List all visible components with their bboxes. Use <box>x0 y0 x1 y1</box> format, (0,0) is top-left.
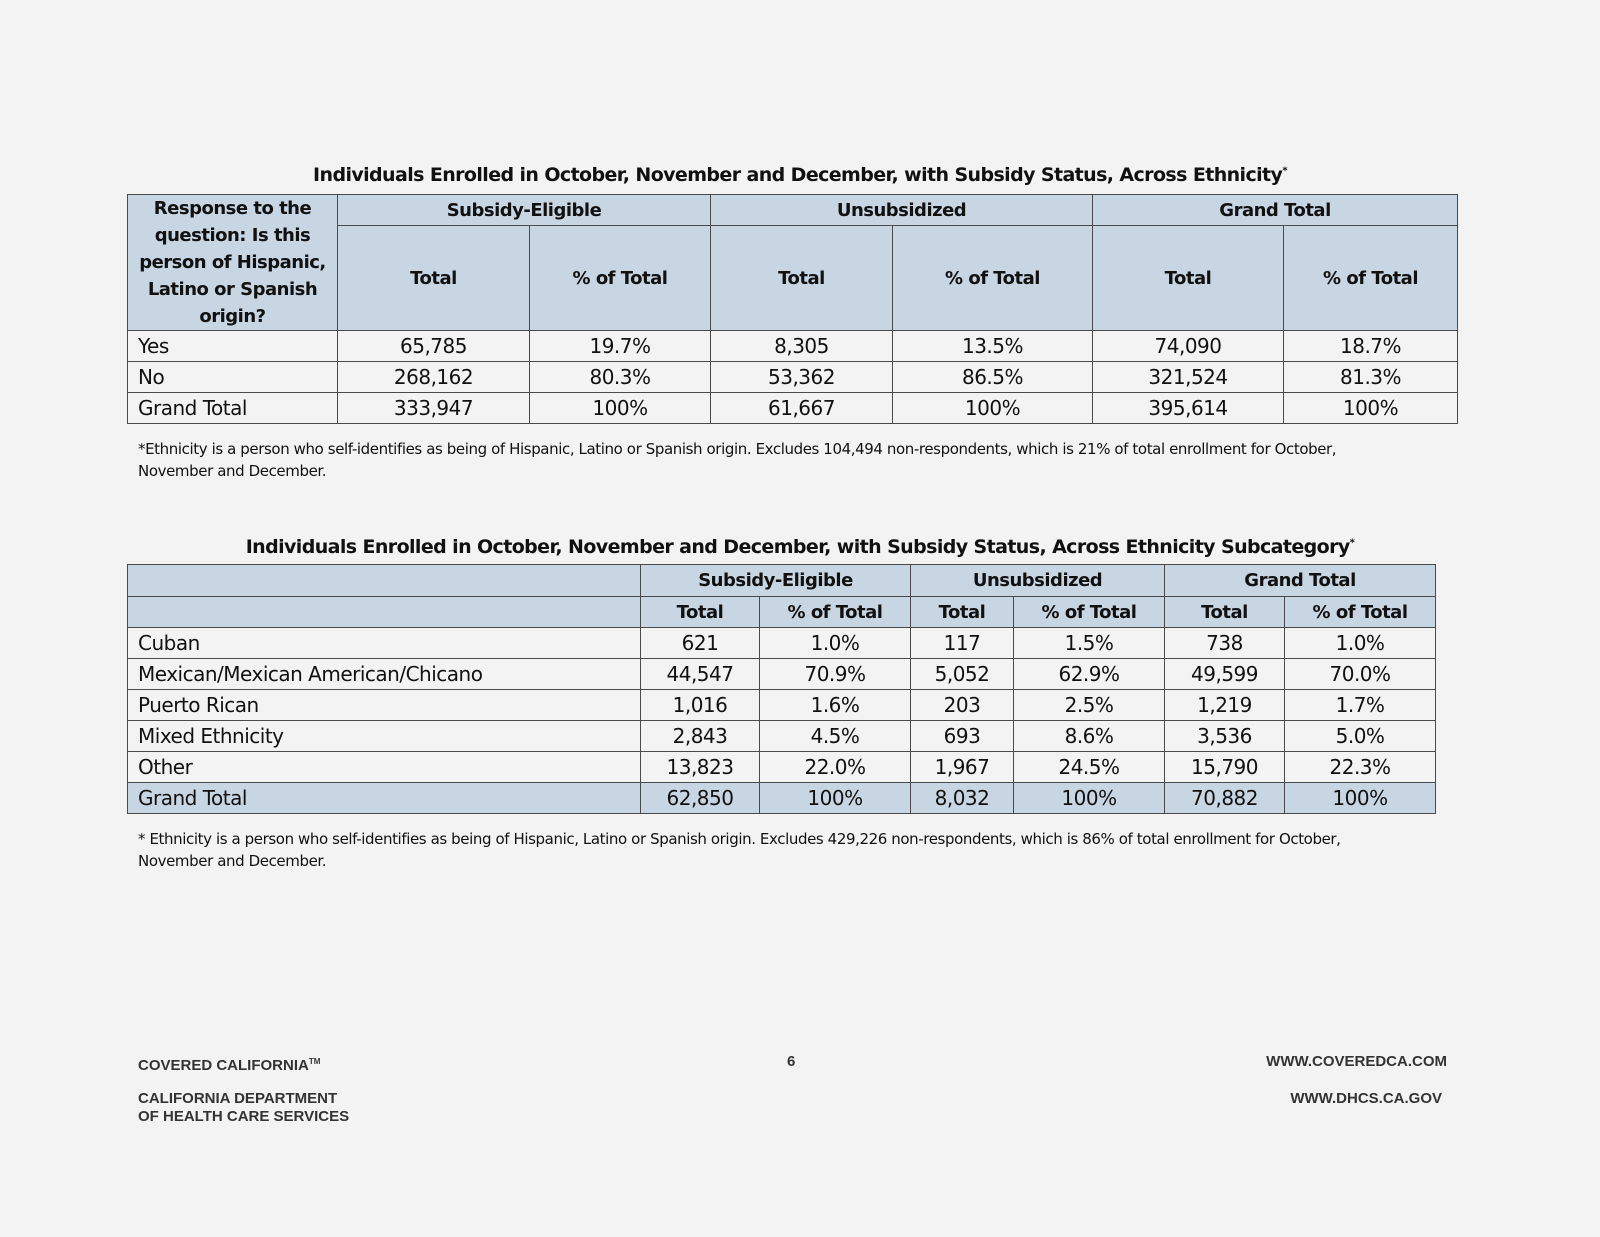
table-row <box>128 752 1436 783</box>
table-cell: 15,790 <box>1165 752 1285 783</box>
row-header: Response to the question: Is this person of Hispanic, Latino or Spanish origin? <box>128 195 338 331</box>
table-cell: 8,305 <box>711 331 893 362</box>
coveredca-url[interactable]: WWW.COVEREDCA.COM <box>1266 1053 1447 1070</box>
row-label: Other <box>128 752 641 783</box>
group-header: Unsubsidized <box>911 565 1165 597</box>
table2-title <box>0 536 1600 558</box>
column-header: % of Total <box>893 226 1093 331</box>
row-label: Yes <box>128 331 338 362</box>
ethnicity-subcategory-table <box>127 564 1436 814</box>
column-header: % of Total <box>530 226 711 331</box>
table-cell: 1,016 <box>641 690 760 721</box>
table-cell: 395,614 <box>1093 393 1284 424</box>
table-cell: 8.6% <box>1014 721 1165 752</box>
table-cell: 3,536 <box>1165 721 1285 752</box>
table-cell: 321,524 <box>1093 362 1284 393</box>
column-header: Total <box>711 226 893 331</box>
table-row <box>128 659 1436 690</box>
table-cell: 100% <box>760 783 911 814</box>
table-cell: 70,882 <box>1165 783 1285 814</box>
page-number: 6 <box>787 1053 796 1070</box>
column-header: % of Total <box>1014 597 1165 628</box>
table-cell: 53,362 <box>711 362 893 393</box>
column-header: Total <box>1093 226 1284 331</box>
blank-header <box>128 597 641 628</box>
row-label: Grand Total <box>128 783 641 814</box>
table-cell: 1,967 <box>911 752 1014 783</box>
table-cell: 117 <box>911 628 1014 659</box>
table-row <box>128 393 1458 424</box>
column-header: % of Total <box>1285 597 1436 628</box>
table1-footnote: *Ethnicity is a person who self-identifies as being of Hispanic, Latino or Spanish origin. Excludes 104,494 non-respondents, which is 21% of total enrollment for October, November and December. <box>138 440 1337 480</box>
table-cell: 1.0% <box>1285 628 1436 659</box>
org-name: COVERED CALIFORNIA <box>138 1057 309 1074</box>
table-cell: 70.0% <box>1285 659 1436 690</box>
table-row <box>128 783 1436 814</box>
table-cell: 5.0% <box>1285 721 1436 752</box>
row-label: Puerto Rican <box>128 690 641 721</box>
table-cell: 74,090 <box>1093 331 1284 362</box>
table-cell: 100% <box>893 393 1093 424</box>
table-cell: 44,547 <box>641 659 760 690</box>
table-cell: 268,162 <box>338 362 530 393</box>
covered-california-label <box>138 1053 320 1075</box>
table-cell: 49,599 <box>1165 659 1285 690</box>
table-cell: 86.5% <box>893 362 1093 393</box>
table-cell: 24.5% <box>1014 752 1165 783</box>
table-cell: 1.6% <box>760 690 911 721</box>
table-cell: 203 <box>911 690 1014 721</box>
table-cell: 100% <box>1284 393 1458 424</box>
group-header: Subsidy-Eligible <box>641 565 911 597</box>
column-header: Total <box>1165 597 1285 628</box>
table-cell: 61,667 <box>711 393 893 424</box>
group-header: Subsidy-Eligible <box>338 195 711 226</box>
table2-footnote: * Ethnicity is a person who self-identifies as being of Hispanic, Latino or Spanish origin. Excludes 429,226 non-respondents, which is 86% of total enrollment for October, November and December. <box>138 830 1341 870</box>
ethnicity-table <box>127 194 1458 424</box>
row-label: Mexican/Mexican American/Chicano <box>128 659 641 690</box>
table1-title <box>0 164 1600 186</box>
org-line: CALIFORNIA DEPARTMENT <box>138 1090 338 1107</box>
table-row <box>128 628 1436 659</box>
table-cell: 62,850 <box>641 783 760 814</box>
column-header: Total <box>641 597 760 628</box>
table-cell: 100% <box>1014 783 1165 814</box>
footnote-mark: * <box>1282 165 1287 177</box>
table-cell: 19.7% <box>530 331 711 362</box>
table-cell: 1,219 <box>1165 690 1285 721</box>
table-row <box>128 721 1436 752</box>
table-cell: 22.0% <box>760 752 911 783</box>
row-label: Mixed Ethnicity <box>128 721 641 752</box>
table-cell: 13,823 <box>641 752 760 783</box>
row-label: No <box>128 362 338 393</box>
table-cell: 1.5% <box>1014 628 1165 659</box>
table-row <box>128 690 1436 721</box>
org-line: OF HEALTH CARE SERVICES <box>138 1108 350 1125</box>
table-cell: 2,843 <box>641 721 760 752</box>
row-label: Grand Total <box>128 393 338 424</box>
table-cell: 81.3% <box>1284 362 1458 393</box>
table-cell: 13.5% <box>893 331 1093 362</box>
table-cell: 100% <box>1285 783 1436 814</box>
table-cell: 621 <box>641 628 760 659</box>
table-cell: 738 <box>1165 628 1285 659</box>
table-cell: 5,052 <box>911 659 1014 690</box>
table-cell: 100% <box>530 393 711 424</box>
column-header: Total <box>911 597 1014 628</box>
table-row <box>128 331 1458 362</box>
table-cell: 22.3% <box>1285 752 1436 783</box>
table-cell: 65,785 <box>338 331 530 362</box>
table-cell: 4.5% <box>760 721 911 752</box>
blank-header <box>128 565 641 597</box>
table-cell: 1.7% <box>1285 690 1436 721</box>
row-label: Cuban <box>128 628 641 659</box>
table-cell: 18.7% <box>1284 331 1458 362</box>
column-header: % of Total <box>760 597 911 628</box>
dhcs-url[interactable]: WWW.DHCS.CA.GOV <box>1290 1090 1442 1107</box>
table-cell: 2.5% <box>1014 690 1165 721</box>
table-row <box>128 362 1458 393</box>
table-cell: 80.3% <box>530 362 711 393</box>
column-header: Total <box>338 226 530 331</box>
title-text: Individuals Enrolled in October, November and December, with Subsidy Status, Across Ethnicity Subcategory <box>245 536 1350 558</box>
title-text: Individuals Enrolled in October, November and December, with Subsidy Status, Across Ethnicity <box>313 164 1283 186</box>
group-header: Grand Total <box>1093 195 1458 226</box>
table-cell: 333,947 <box>338 393 530 424</box>
column-header: % of Total <box>1284 226 1458 331</box>
group-header: Grand Total <box>1165 565 1436 597</box>
dhcs-label <box>138 1090 349 1126</box>
table-cell: 693 <box>911 721 1014 752</box>
footnote-mark: * <box>1349 537 1355 549</box>
table-cell: 62.9% <box>1014 659 1165 690</box>
table-cell: 70.9% <box>760 659 911 690</box>
table-cell: 1.0% <box>760 628 911 659</box>
table-cell: 8,032 <box>911 783 1014 814</box>
trademark: TM <box>308 1057 321 1066</box>
group-header: Unsubsidized <box>711 195 1093 226</box>
